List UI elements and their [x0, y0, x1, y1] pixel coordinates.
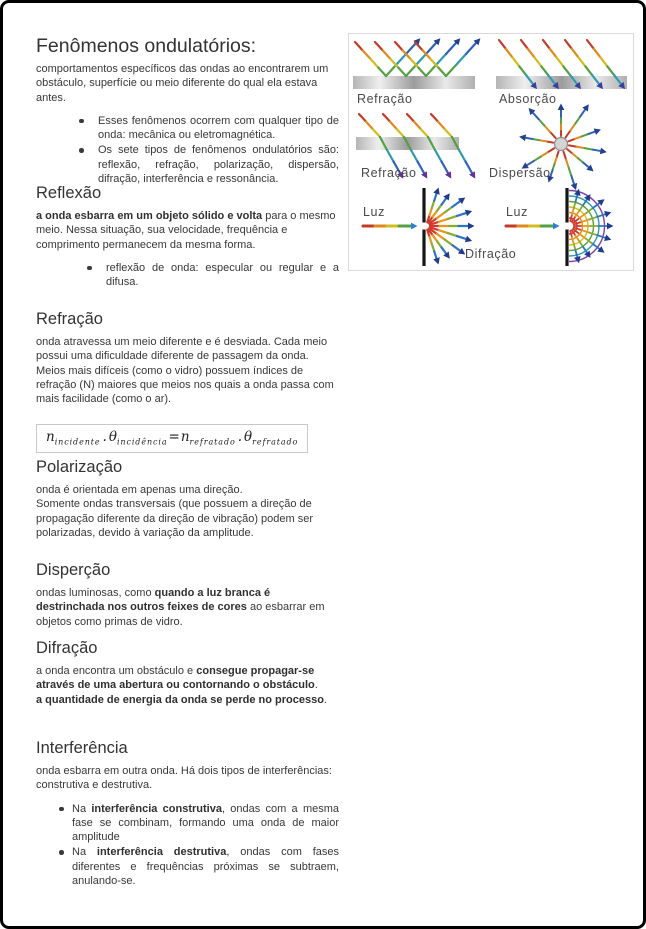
section-heading: Disperção — [36, 561, 111, 579]
refraction-formula: $n_{incidente}$ . $\theta_{incidência}=n_{refratado}$ . $\theta_{refratado}$ — [36, 424, 308, 453]
section-heading: Difração — [36, 639, 98, 657]
fig-label-reflection: Refração — [357, 92, 413, 106]
section-heading: Polarização — [36, 458, 123, 476]
paragraph: a onda esbarra em um objeto sólido e volta para o mesmo meio. Nessa situação, sua velocidade, frequência e comprimento permanecem da mesma forma. — [36, 210, 336, 251]
wave-phenomena-figure — [348, 33, 634, 271]
list-item: Os sete tipos de fenômenos ondulatórios são: reflexão, refração, polarização, dispersão, difração, interferência e ressonância. — [98, 144, 339, 186]
fig-label-refraction: Refração — [361, 166, 417, 180]
list-item: Na interferência destrutiva, ondas com fases diferentes e frequências próximas se subtraem, anulando-se. — [72, 846, 339, 888]
paragraph: ondas luminosas, como quando a luz branca é destrinchada nos outros feixes de cores ao esbarrar em objetos como primas de vidro. — [36, 587, 325, 628]
intro-paragraph: comportamentos específicos das ondas ao encontrarem um obstáculo, superfície ou meio diferente do qual ela estava antes. — [36, 63, 329, 104]
section-interferencia — [36, 736, 339, 889]
wave-phenomena-diagram — [349, 34, 633, 270]
paragraph: a onda encontra um obstáculo e consegue propagar-se através de uma abertura ou contornando o obstáculo. a quantidade de energia da onda se perde no processo. — [36, 665, 327, 706]
page-title: Fenômenos ondulatórios: — [36, 35, 257, 57]
bullet-list — [36, 802, 339, 889]
list-item: Esses fenômenos ocorrem com qualquer tipo de onda: mecânica ou eletromagnética. — [98, 114, 339, 142]
section-polarizacao — [36, 455, 339, 549]
section-heading: Reflexão — [36, 184, 102, 202]
section-refracao — [36, 307, 339, 453]
bullet-list — [36, 261, 339, 290]
list-item: reflexão de onda: especular ou regular e a difusa. — [106, 261, 339, 289]
list-item: Na interferência construtiva, ondas com a mesma fase se combinam, formando uma onda de maior amplitude — [72, 802, 340, 844]
paragraph: onda é orientada em apenas uma direção. Somente ondas transversais (que possuem a direção de propagação diferente da direção de vibração) podem ser polarizadas, devido à variação da amplitude. — [36, 484, 314, 539]
fig-label-dispersion: Dispersão — [489, 166, 551, 180]
section-heading: Refração — [36, 310, 103, 328]
section-intro — [36, 34, 339, 187]
fig-label-diffraction: Difração — [465, 247, 517, 261]
fig-label-absorption: Absorção — [499, 92, 557, 106]
fig-label-light-right: Luz — [506, 205, 528, 219]
paragraph: onda atravessa um meio diferente e é desviada. Cada meio possui uma dificuldade diferente de passagem da onda. Meios mais difíceis (como o vidro) possuem índices de refração (N) maiores que meios nos quais a onda passa com mais facilidade (como o ar). — [36, 336, 334, 406]
intro-bullet-list — [36, 114, 339, 186]
paragraph: onda esbarra em outra onda. Há dois tipos de interferências: construtiva e destrutiva. — [36, 765, 332, 792]
section-difracao — [36, 636, 339, 716]
section-reflexao — [36, 181, 339, 290]
section-heading: Interferência — [36, 739, 128, 757]
section-dispercao — [36, 558, 339, 638]
fig-label-light-left: Luz — [363, 205, 385, 219]
